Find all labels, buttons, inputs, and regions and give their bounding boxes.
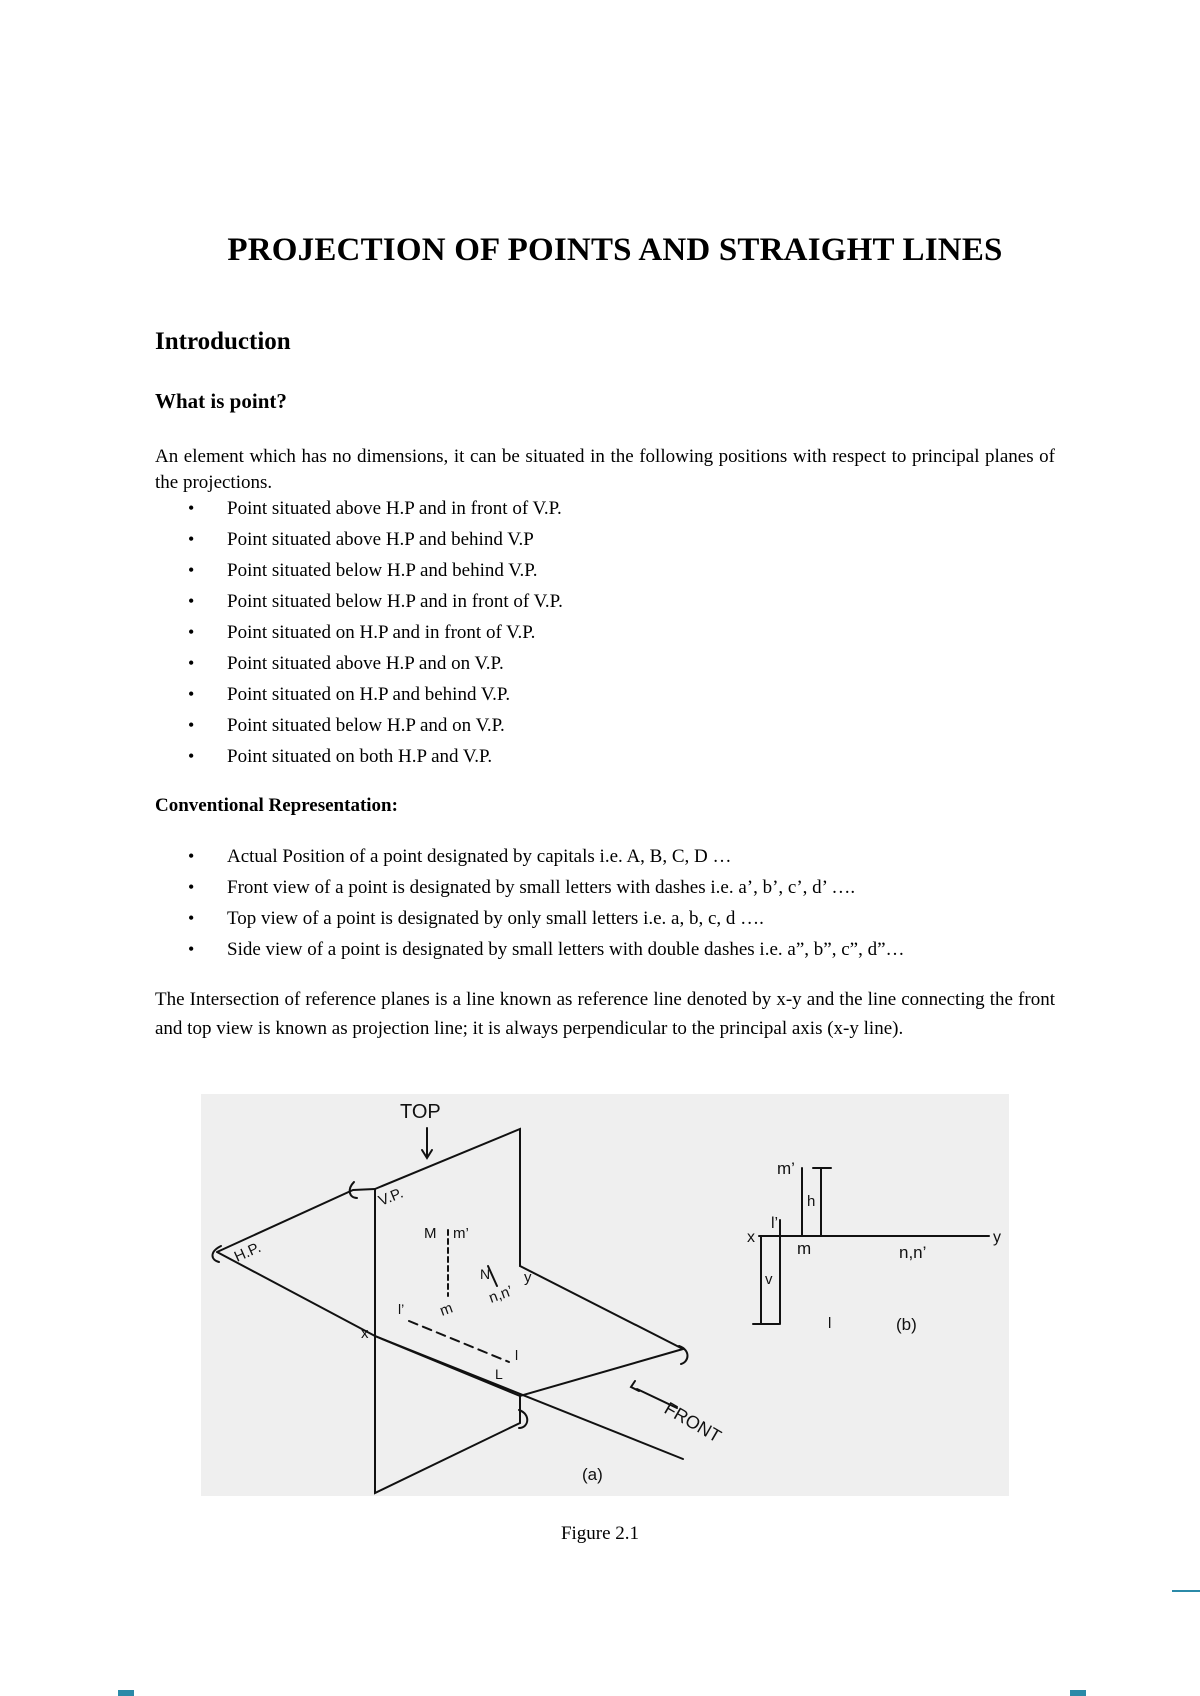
list-item: • Point situated above H.P and in front of V.P. <box>155 493 563 524</box>
vp-lower-outline <box>375 1336 520 1493</box>
label-a: (a) <box>582 1465 603 1484</box>
list-item: • Top view of a point is designated by only small letters i.e. a, b, c, d …. <box>155 903 905 934</box>
y-label-b: y <box>993 1229 1001 1246</box>
h-label: h <box>807 1193 816 1210</box>
v-label: v <box>765 1271 773 1288</box>
list-item: • Point situated on H.P and in front of V.P. <box>155 617 563 648</box>
front-arrow-head <box>631 1381 639 1391</box>
list-item: • Point situated on H.P and behind V.P. <box>155 679 563 710</box>
projection-figure <box>201 1094 1009 1496</box>
page-title: PROJECTION OF POINTS AND STRAIGHT LINES <box>227 232 1003 268</box>
projection-diagram <box>201 1094 1009 1496</box>
point-M-label: M <box>424 1225 437 1242</box>
what-is-point-heading: What is point? <box>155 389 287 413</box>
y-label-a: y <box>524 1269 532 1286</box>
h-dim <box>813 1168 831 1236</box>
conventions-list <box>155 841 905 965</box>
list-item: • Point situated above H.P and behind V.P <box>155 524 563 555</box>
list-item: • Point situated on both H.P and V.P. <box>155 741 563 772</box>
front-view-m-label: m’ <box>453 1225 469 1242</box>
x-label-a: x <box>361 1325 369 1342</box>
figure-caption: Figure 2.1 <box>560 1523 640 1544</box>
list-item: • Point situated below H.P and on V.P. <box>155 710 563 741</box>
list-item: • Front view of a point is designated by small letters with dashes i.e. a’, b’, c’, d’ …. <box>155 872 905 903</box>
x-label-b: x <box>747 1229 755 1246</box>
list-item: • Point situated above H.P and on V.P. <box>155 648 563 679</box>
nn-label-b: n,n’ <box>899 1243 927 1262</box>
front-view-l-label-b: l’ <box>771 1215 779 1232</box>
list-item: • Point situated below H.P and in front of V.P. <box>155 586 563 617</box>
front-view-l-label: l’ <box>398 1301 405 1317</box>
hp-front-edge <box>375 1336 683 1396</box>
list-item: • Actual Position of a point designated by capitals i.e. A, B, C, D … <box>155 841 905 872</box>
introduction-heading: Introduction <box>155 328 291 355</box>
top-view-m-label-b: m <box>797 1239 812 1258</box>
hp-far-edge <box>520 1266 683 1349</box>
page-edge-marker <box>1172 1590 1200 1592</box>
point-positions-list <box>155 493 563 772</box>
top-view-l-label-b: l <box>828 1315 832 1332</box>
reference-line-paragraph: The Intersection of reference planes is a line known as reference line denoted by x-y and the line connecting the front and top view is known as projection line; it is always perpendicular to the principal axis (x-y line). <box>155 989 1055 1039</box>
point-definition-paragraph: An element which has no dimensions, it can be situated in the following positions with respect to principal planes of the projections. <box>155 446 1055 493</box>
hp-outline <box>217 1189 683 1459</box>
corner-marker-left <box>118 1690 134 1696</box>
point-N-label: N <box>480 1266 491 1282</box>
vp-label: V.P. <box>376 1184 406 1210</box>
list-item: • Side view of a point is designated by small letters with double dashes i.e. a”, b”, c”, d”… <box>155 934 905 965</box>
top-view-l-label: l <box>515 1347 519 1363</box>
point-L-label: L <box>495 1366 503 1382</box>
front-view-m-label-b: m’ <box>777 1159 795 1178</box>
corner-marker-right <box>1070 1690 1086 1696</box>
top-view-m-label: m <box>437 1299 456 1320</box>
top-label: TOP <box>400 1101 441 1123</box>
label-b: (b) <box>896 1315 917 1334</box>
front-label: FRONT <box>661 1398 725 1447</box>
list-item: • Point situated below H.P and behind V.P. <box>155 555 563 586</box>
nn-label: n,n’ <box>486 1282 516 1307</box>
conventional-representation-heading: Conventional Representation: <box>155 795 398 816</box>
hp-label: H.P. <box>231 1239 264 1266</box>
